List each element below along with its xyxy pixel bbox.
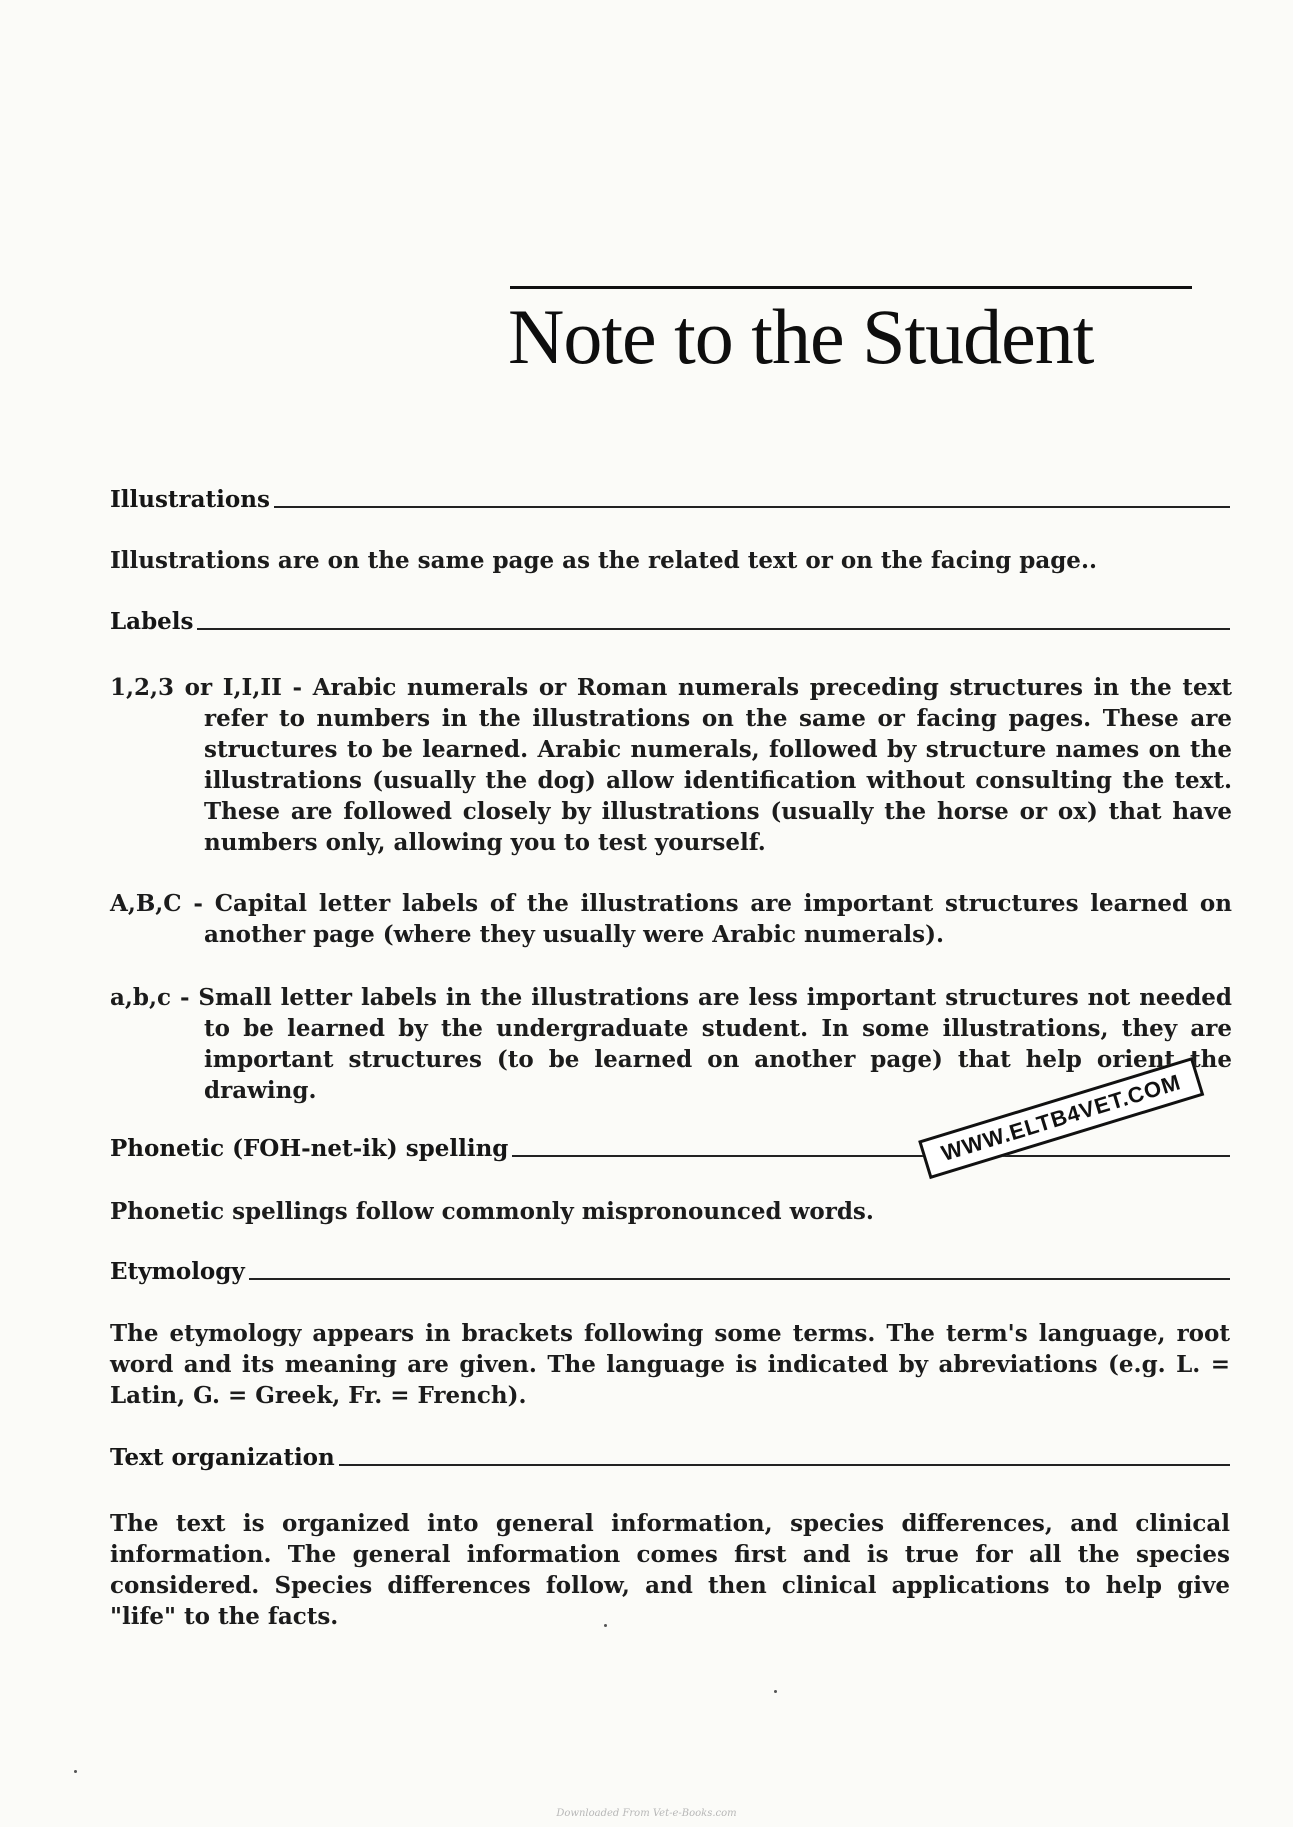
- heading-label: Text organization: [110, 1444, 335, 1471]
- text-organization-text: The text is organized into general information, species differences, and clinical information. The general information comes first and is true for all the species considered. Species differences follow, and then clinical applications to help give "life" to the facts.: [110, 1510, 1230, 1630]
- etymology-text: The etymology appears in brackets following some terms. The term's language, root word and its meaning are given. The language is indicated by abreviations (e.g. L. = Latin, G. = Greek, Fr. = French).: [110, 1320, 1230, 1409]
- section-heading-phonetic: [110, 1135, 1230, 1162]
- page-title: Note to the Student: [508, 293, 1094, 380]
- watermark-stamp: WWW.ELTB4VET.COM: [918, 1057, 1204, 1179]
- heading-rule: [197, 628, 1230, 630]
- heading-rule: [249, 1278, 1230, 1280]
- label-term: a,b,c: [110, 984, 172, 1011]
- heading-label: Labels: [110, 608, 194, 635]
- label-term: A,B,C: [110, 890, 182, 917]
- heading-label: Illustrations: [110, 486, 270, 513]
- footer-watermark: Downloaded From Vet-e-Books.com: [556, 1808, 737, 1819]
- heading-rule: [274, 506, 1230, 508]
- label-item-numerals: [110, 672, 1232, 858]
- section-heading-etymology: [110, 1258, 1230, 1285]
- label-description: - Arabic numerals or Roman numerals preceding structures in the text refer to numbers in the illustrations on the same or facing pages. These are structures to be learned. Arabic numerals, followed by structure names on the illustrations (usually the dog) allow identification without consulting the text. These are followed closely by illustrations (usually the horse or ox) that have numbers only, allowing you to test yourself.: [204, 674, 1232, 856]
- heading-label: Etymology: [110, 1258, 245, 1285]
- title-rule: [510, 286, 1192, 289]
- label-term: 1,2,3 or I,I,II: [110, 674, 282, 701]
- heading-label: Phonetic (FOH-net-ik) spelling: [110, 1135, 509, 1162]
- scan-speck: [74, 1770, 77, 1773]
- label-item-capital-letters: [110, 888, 1232, 950]
- label-item-small-letters: [110, 982, 1232, 1106]
- illustrations-text: Illustrations are on the same page as the related text or on the facing page..: [110, 547, 1097, 574]
- scan-speck: [774, 1690, 777, 1693]
- section-heading-labels: [110, 608, 1230, 635]
- section-heading-illustrations: [110, 486, 1230, 513]
- section-heading-text-organization: [110, 1444, 1230, 1471]
- scan-speck: [604, 1624, 607, 1627]
- label-description: - Small letter labels in the illustrations are less important structures not needed to be learned by the undergraduate student. In some illustrations, they are important structures (to be learned on another page) that help orient the drawing.: [171, 984, 1232, 1104]
- heading-rule: [339, 1464, 1230, 1466]
- heading-rule: [512, 1155, 1230, 1157]
- phonetic-text: Phonetic spellings follow commonly mispronounced words.: [110, 1198, 874, 1225]
- label-description: - Capital letter labels of the illustrations are important structures learned on another page (where they usually were Arabic numerals).: [181, 890, 1232, 948]
